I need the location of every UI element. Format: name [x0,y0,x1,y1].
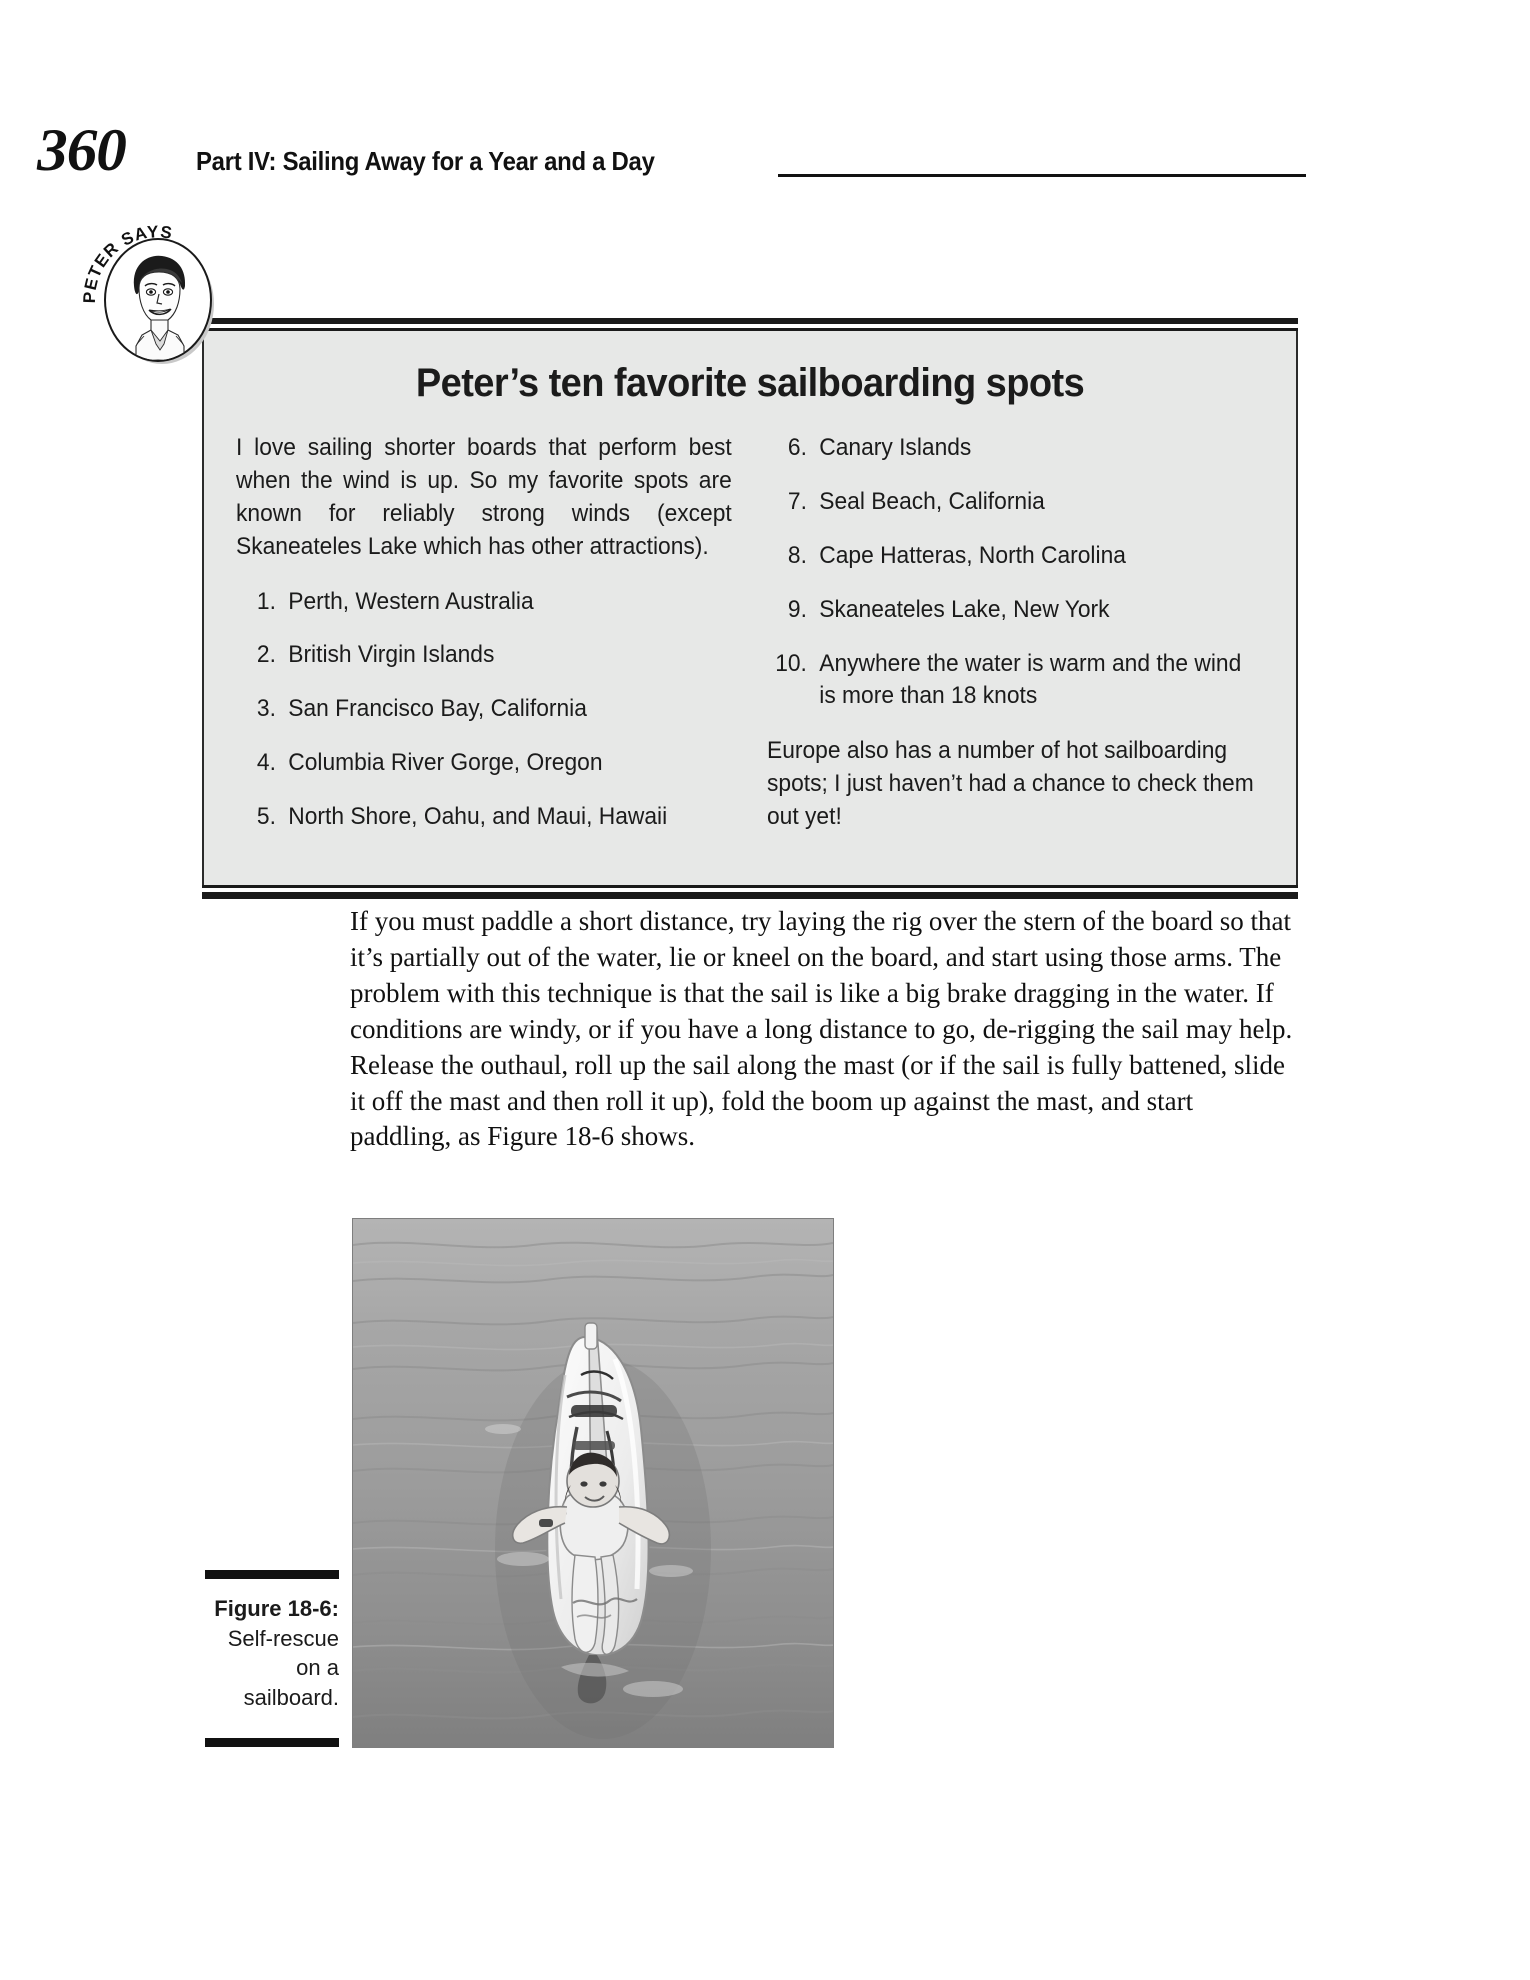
list-item [236,693,732,725]
list-item-number: 6. [787,434,807,461]
list-item [767,594,1263,626]
sidebar-title: Peter’s ten favorite sailboarding spots [415,361,1085,405]
figure-caption-line-3: sailboard. [243,1685,339,1711]
list-item-label: Anywhere the water is warm and the wind is more than 18 knots [819,649,1242,709]
sidebar-list-right [767,432,1264,711]
figure-caption-line-1: Self-rescue [227,1625,339,1651]
sidebar-rule-bottom-thick [202,892,1298,899]
list-item-label: Canary Islands [819,434,972,461]
running-head-rule [778,174,1306,177]
sidebar-outro-paragraph: Europe also has a number of hot sailboarding spots; I just haven’t had a chance to check them out yet! [767,737,1254,831]
figure-image [352,1218,834,1748]
list-item-label: Cape Hatteras, North Carolina [819,541,1126,569]
sidebar-content [202,331,1298,885]
badge-arc-label: PETER SAYS [80,222,175,304]
figure-caption [165,1594,339,1713]
peter-says-badge [80,222,230,364]
running-head-title: Part IV: Sailing Away for a Year and a Day [196,146,655,176]
figure-caption-line-2: on a [296,1655,339,1681]
list-item-number: 3. [256,695,276,723]
list-item [767,486,1263,518]
list-item-number: 10. [775,649,807,677]
sidebar-column-right [767,432,1264,855]
running-head [0,117,1530,202]
sidebar-column-left [236,432,733,855]
list-item-label: North Shore, Oahu, and Maui, Hawaii [288,803,668,831]
list-item-number: 9. [787,595,807,623]
sidebar-columns [236,432,1264,855]
figure-caption-label: Figure 18-6: [214,1596,339,1621]
list-item-number: 1. [256,587,276,615]
list-item-number: 4. [256,749,276,777]
list-item-label: Columbia River Gorge, Oregon [288,749,603,777]
list-item [767,540,1263,572]
figure-caption-rule-top [205,1570,339,1579]
list-item-number: 8. [787,541,807,569]
sidebar-list-left [236,586,733,834]
list-item-number: 5. [256,803,276,831]
list-item-number: 7. [787,487,807,515]
list-item-number: 2. [256,641,276,669]
sidebar-intro-paragraph: I love sailing shorter boards that perform best when the wind is up. So my favorite spots are known for reliably strong winds (except Skaneateles Lake which has other attractions). [236,434,732,560]
list-item [236,639,732,671]
sidebar-box [202,318,1298,899]
body-paragraph: If you must paddle a short distance, try laying the rig over the stern of the board so that it’s partially out of the water, lie or kneel on the board, and start using those arms. The problem with this technique is that the sail is like a big brake dragging in the water. If conditions are windy, or if you have a long distance to go, de-rigging the sail may help. Release the outhaul, roll up the sail along the mast (or if the sail is fully battened, slide it off the mast and then roll it up), fold the boom up against the mast, and start paddling, as Figure 18-6 shows. [350,906,1293,1152]
list-item-label: San Francisco Bay, California [288,695,587,723]
list-item [767,648,1263,712]
badge-arc-text [80,202,230,352]
list-item-label: British Virgin Islands [288,641,495,669]
list-item [236,801,732,833]
list-item [767,432,1263,464]
list-item-label: Seal Beach, California [819,487,1045,515]
list-item-label: Skaneateles Lake, New York [819,595,1110,623]
list-item [236,747,732,779]
list-item [236,586,732,618]
page-number: 360 [37,117,126,183]
list-item-label: Perth, Western Australia [288,587,534,615]
figure-caption-rule-bottom [205,1738,339,1747]
